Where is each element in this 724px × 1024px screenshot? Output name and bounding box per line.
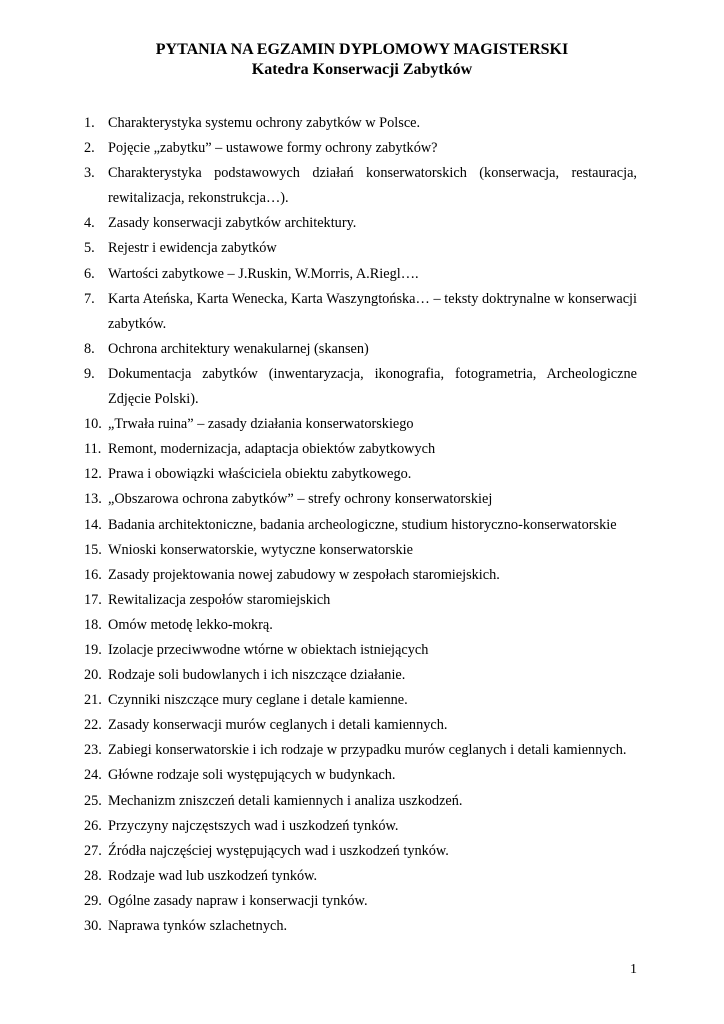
list-item [84, 136, 637, 161]
list-item-number: 1. [84, 115, 95, 131]
list-item-text: Wartości zabytkowe – J.Ruskin, W.Morris, A.Riegl…. [108, 265, 419, 282]
list-item [84, 236, 637, 261]
list-item [84, 713, 637, 738]
list-item-number: 21. [84, 692, 102, 709]
list-item-number: 4. [84, 215, 95, 232]
list-item [84, 588, 637, 613]
list-item-number: 13. [84, 491, 102, 508]
list-item-number: 6. [84, 265, 95, 282]
list-item-text: Pojęcie „zabytku” – ustawowe formy ochrony zabytków? [108, 140, 438, 157]
list-item [84, 563, 637, 588]
list-item-number: 7. [84, 290, 95, 307]
list-item [84, 437, 637, 462]
list-item-text: Badania architektoniczne, badania archeologiczne, studium historyczno-konserwatorskie [108, 516, 617, 533]
list-item-number: 12. [84, 466, 102, 483]
page-subtitle: Katedra Konserwacji Zabytków [251, 61, 473, 78]
list-item [84, 487, 637, 512]
list-item-text: Mechanizm zniszczeń detali kamiennych i analiza uszkodzeń. [108, 792, 463, 809]
list-item-number: 19. [84, 641, 102, 658]
list-item [84, 362, 637, 412]
list-item-text: Naprawa tynków szlachetnych. [108, 918, 288, 934]
list-item [84, 262, 637, 287]
list-item-number: 5. [84, 240, 95, 257]
list-item-number: 25. [84, 792, 102, 809]
list-item-number: 24. [84, 767, 102, 784]
list-item-text: Izolacje przeciwwodne wtórne w obiektach istniejących [108, 641, 429, 658]
list-item-text: Dokumentacja zabytków (inwentaryzacja, ikonografia, fotogrametria, Archeologiczne Zdjęcie Polski). [108, 365, 637, 408]
list-item [84, 688, 637, 713]
list-item-number: 16. [84, 566, 102, 583]
list-item-text: Rejestr i ewidencja zabytków [108, 240, 277, 257]
list-item [84, 161, 637, 211]
list-item [84, 462, 637, 487]
list-item-text: Zasady projektowania nowej zabudowy w zespołach staromiejskich. [108, 566, 500, 583]
list-item-number: 18. [84, 616, 102, 633]
list-item-text: Główne rodzaje soli występujących w budynkach. [108, 767, 396, 784]
list-item-text: Czynniki niszczące mury ceglane i detale kamienne. [108, 692, 408, 709]
list-item [84, 763, 637, 788]
list-item-number: 14. [84, 516, 102, 533]
list-item-text: Przyczyny najczęstszych wad i uszkodzeń tynków. [108, 817, 399, 834]
list-item-text: Rodzaje wad lub uszkodzeń tynków. [108, 867, 318, 884]
list-item-text: Zabiegi konserwatorskie i ich rodzaje w przypadku murów ceglanych i detali kamiennych. [108, 742, 627, 759]
list-item [84, 287, 637, 337]
list-item-text: „Obszarowa ochrona zabytków” – strefy ochrony konserwatorskiej [108, 491, 493, 508]
list-item [84, 613, 637, 638]
list-item [84, 738, 637, 763]
list-item-text: Zasady konserwacji zabytków architektury. [108, 215, 357, 232]
list-item-number: 15. [84, 541, 102, 558]
list-item [84, 663, 637, 688]
list-item-text: „Trwała ruina” – zasady działania konserwatorskiego [108, 416, 414, 433]
list-item [84, 864, 637, 889]
list-item-number: 29. [84, 892, 102, 909]
list-item [84, 111, 637, 136]
list-item [84, 889, 637, 914]
list-item-number: 2. [84, 140, 95, 157]
list-item-text: Omów metodę lekko-mokrą. [108, 616, 273, 633]
list-item [84, 211, 637, 236]
list-item-number: 27. [84, 842, 102, 859]
list-item-number: 17. [84, 591, 102, 608]
list-item [84, 337, 637, 362]
page-number: 1 [630, 962, 637, 977]
list-item-text: Ochrona architektury wenakularnej (skansen) [108, 340, 369, 357]
list-item [84, 789, 637, 814]
list-item-text: Zasady konserwacji murów ceglanych i detali kamiennych. [108, 717, 448, 734]
list-item-text: Źródła najczęściej występujących wad i uszkodzeń tynków. [108, 842, 449, 859]
list-item [84, 412, 637, 437]
list-item [84, 538, 637, 563]
list-item-text: Karta Ateńska, Karta Wenecka, Karta Waszyngtońska… – teksty doktrynalne w konserwacji zabytków. [108, 290, 637, 332]
list-item-number: 26. [84, 817, 102, 834]
list-item-number: 30. [84, 918, 102, 934]
list-item-text: Ogólne zasady napraw i konserwacji tynków. [108, 892, 368, 909]
page-title: PYTANIA NA EGZAMIN DYPLOMOWY MAGISTERSKI [155, 41, 569, 58]
list-item [84, 814, 637, 839]
list-item-number: 11. [84, 441, 102, 458]
list-item-number: 3. [84, 165, 95, 182]
list-item-number: 20. [84, 667, 102, 684]
list-item [84, 638, 637, 663]
list-item [84, 914, 637, 939]
list-item [84, 839, 637, 864]
question-list [84, 111, 637, 939]
list-item-text: Remont, modernizacja, adaptacja obiektów zabytkowych [108, 441, 436, 458]
list-item-text: Charakterystyka systemu ochrony zabytków w Polsce. [108, 115, 421, 131]
list-item-text: Prawa i obowiązki właściciela obiektu zabytkowego. [108, 466, 412, 483]
list-item-text: Rewitalizacja zespołów staromiejskich [108, 591, 331, 608]
list-item-text: Rodzaje soli budowlanych i ich niszczące działanie. [108, 667, 406, 684]
list-item-number: 22. [84, 717, 102, 734]
list-item-number: 10. [84, 416, 102, 433]
list-item-number: 9. [84, 365, 95, 382]
list-item-number: 23. [84, 742, 102, 759]
list-item [84, 513, 637, 538]
list-item-number: 8. [84, 340, 95, 357]
list-item-text: Wnioski konserwatorskie, wytyczne konserwatorskie [108, 541, 413, 558]
list-item-text: Charakterystyka podstawowych działań konserwatorskich (konserwacja, restauracja, rewitalizacja, rekonstrukcja…). [108, 165, 637, 207]
list-item-number: 28. [84, 867, 102, 884]
